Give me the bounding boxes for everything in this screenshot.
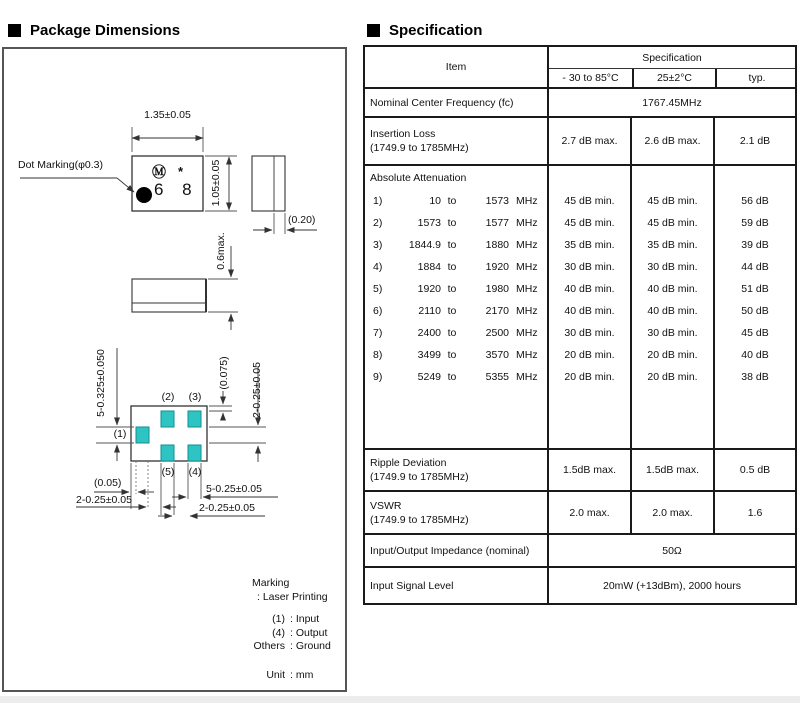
item-label: Insertion Loss (1749.9 to 1785MHz) (370, 128, 469, 154)
square-bullet-icon (367, 24, 380, 37)
pad-4 (188, 445, 201, 461)
height-dimension: 1.05±0.05 (210, 159, 222, 207)
page-bottom-strip (0, 696, 800, 703)
row-nominal-center-frequency (365, 89, 795, 118)
value-typ: 0.5 dB (713, 450, 795, 490)
lid-dimension: (0.20) (288, 214, 316, 226)
spec-header-label: Specification (549, 47, 795, 69)
item-label: Input Signal Level (370, 579, 454, 592)
legend-key: (4) (272, 626, 285, 639)
pad-4-label: (4) (188, 466, 202, 478)
pad-5-label: (5) (161, 466, 175, 478)
row-ripple-deviation (365, 450, 795, 492)
spec-header-cell (547, 47, 795, 87)
specification-table (363, 45, 797, 605)
value-room: 1.5dB max. (630, 450, 713, 490)
attenuation-range-row: 8) 3499 to 3570 MHz (373, 349, 538, 361)
unit-key: Unit (266, 669, 285, 681)
attenuation-range-row: 4) 1884 to 1920 MHz (373, 261, 538, 273)
value-typ: 2.1 dB (713, 118, 795, 164)
attenuation-item-column (365, 166, 547, 448)
row-vswr (365, 492, 795, 535)
pad-2 (161, 411, 174, 427)
value-room: 2.0 max. (630, 492, 713, 533)
attenuation-range-row: 9) 5249 to 5355 MHz (373, 371, 538, 383)
legend-value: : Input (290, 613, 320, 625)
pin-legend (239, 613, 331, 654)
pitch-left-dimension: 2-0.25±0.05 (76, 494, 132, 506)
attenuation-range-row: 5) 1920 to 1980 MHz (373, 283, 538, 295)
legend-value: : Output (290, 626, 328, 639)
pad-1-label: (1) (113, 428, 127, 440)
specification-title: Specification (389, 22, 483, 39)
specification-heading (367, 22, 482, 39)
value-span: 20mW (+13dBm), 2000 hours (547, 568, 795, 603)
dot-marking-label: Dot Marking(φ0.3) (18, 159, 103, 171)
width-dimension: 1.35±0.05 (144, 109, 191, 121)
value-cold: 1.5dB max. (547, 450, 630, 490)
asterisk-mark: * (178, 164, 184, 179)
gap-left-dimension: (0.05) (94, 477, 122, 489)
pad-2-label: (2) (161, 391, 175, 403)
value-span: 1767.45MHz (547, 89, 795, 116)
thickness-dimension: 0.6max. (215, 232, 227, 270)
legend-value: : Ground (290, 640, 331, 652)
pad-3-label: (3) (188, 391, 202, 403)
attenuation-ranges (365, 190, 547, 388)
pad-height-dimension-right: 2-0.25±0.05 (251, 362, 263, 418)
attenuation-range-row: 1) 10 to 1573 MHz (373, 195, 538, 207)
dot-marking (136, 187, 152, 203)
row-impedance (365, 535, 795, 568)
pad-height-dimension-left: 5-0.325±0.050 (95, 349, 107, 417)
attenuation-range-row: 2) 1573 to 1577 MHz (373, 217, 538, 229)
pitch-bottom-dimension: 2-0.25±0.05 (199, 502, 255, 514)
col-header-typ: typ. (715, 69, 797, 87)
value-cold: 2.0 max. (547, 492, 630, 533)
value-cold: 2.7 dB max. (547, 118, 630, 164)
attenuation-values-cold: 45 dB min. 45 dB min. 35 dB min. 30 dB min. 40 dB min. 40 dB min. 30 dB min. 20 dB min. 20 dB min. (547, 166, 630, 448)
marking-value: : Laser Printing (257, 591, 328, 603)
pad-1 (136, 427, 149, 443)
legend-row-output (239, 627, 331, 641)
table-header (365, 47, 795, 89)
item-header-cell: Item (445, 61, 467, 73)
item-label: VSWR (1749.9 to 1785MHz) (370, 499, 469, 526)
attenuation-range-row: 7) 2400 to 2500 MHz (373, 327, 538, 339)
col-header-room: 25±2°C (632, 69, 715, 87)
attenuation-range-row: 6) 2110 to 2170 MHz (373, 305, 538, 317)
value-span: 50Ω (547, 535, 795, 566)
legend-key: Others (253, 640, 285, 652)
package-dimensions-title: Package Dimensions (30, 22, 181, 39)
attenuation-title: Absolute Attenuation (370, 172, 467, 184)
legend-key: (1) (272, 613, 285, 625)
value-typ: 1.6 (713, 492, 795, 533)
value-room: 2.6 dB max. (630, 118, 713, 164)
unit-note (239, 669, 313, 683)
item-label: Input/Output Impedance (nominal) (370, 544, 530, 557)
pad-3 (188, 411, 201, 427)
pad-5 (161, 445, 174, 461)
legend-row-ground (239, 640, 331, 654)
legend-row-input (239, 613, 331, 627)
marking-title: Marking (252, 577, 290, 589)
manufacturer-logo-icon: Ⓜ (152, 164, 166, 180)
row-insertion-loss (365, 118, 795, 166)
item-label: Ripple Deviation (1749.9 to 1785MHz) (370, 457, 469, 483)
item-label: Nominal Center Frequency (fc) (370, 96, 514, 109)
pad-width-dimension: 5-0.25±0.05 (206, 483, 262, 495)
gap-top-dimension: (0.075) (218, 356, 230, 390)
attenuation-range-row: 3) 1844.9 to 1880 MHz (373, 239, 538, 251)
attenuation-values-room: 45 dB min. 45 dB min. 35 dB min. 30 dB min. 40 dB min. 40 dB min. 30 dB min. 20 dB min. 20 dB min. (630, 166, 713, 448)
col-header-cold: - 30 to 85°C (562, 72, 619, 84)
marking-code: 6 8 (154, 180, 199, 199)
row-absolute-attenuation (365, 166, 795, 450)
attenuation-values-typ: 56 dB 59 dB 39 dB 44 dB 51 dB 50 dB 45 dB 40 dB 38 dB (713, 166, 795, 448)
row-input-signal-level (365, 568, 795, 603)
unit-value: : mm (290, 669, 314, 681)
